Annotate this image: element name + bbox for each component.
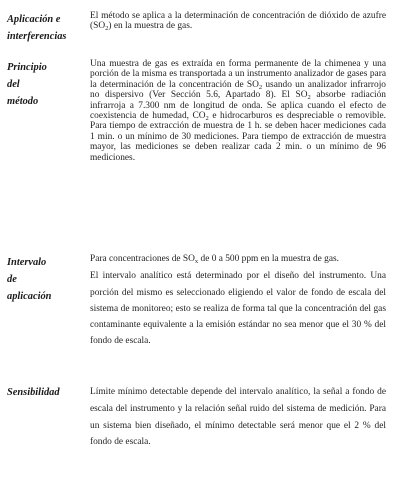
section-label-aplicacion [7, 11, 85, 45]
text-run: usando un analizador infrarrojo no dispersivo (Ver Sección 5.6, Apartado 8). El SO [90, 79, 386, 101]
section-text-aplicacion [90, 11, 386, 32]
section-text-sensibilidad [90, 384, 386, 451]
subscript: 2 [105, 25, 109, 33]
section-label-intervalo [7, 254, 85, 305]
text-run: de 0 a 500 ppm en la muestra de gas. [198, 254, 340, 264]
text-run: absorbe radiación infrarroja a 7.300 nm de longitud de onda. Se aplica cuando el efecto de coexistencia de humedad, CO [90, 90, 386, 122]
subscript: x [194, 258, 199, 265]
label-line: interferencias [7, 31, 67, 42]
label-line: Aplicación e [7, 14, 61, 25]
label-line: del [7, 79, 20, 90]
paragraph: Límite mínimo detectable depende del intervalo analítico, la señal a fondo de escala del instrumento y la relación señal ruido del sistema de medición. Para un sistema bien diseñado, el mínimo detectable será menor que el 2 % del fondo de escala. [90, 387, 386, 448]
text-run: El método se aplica a la determinación de concentración de dióxido de azufre (SO [90, 11, 386, 32]
label-line: Sensibilidad [7, 387, 60, 398]
text-run: ) en la muestra de gas. [108, 21, 193, 32]
text-run: e hidrocarburos es despreciable o removible. Para tiempo de extracción de muestra de 1 h. se deben hacer mediciones cada 1 min. o un mínimo de 30 mediciones. Para tiempo de extracción de muestra mayor, las mediciones se deben realizar cada 2 min. o un mínimo de 96 mediciones. [90, 111, 386, 163]
subscript: 2 [205, 115, 209, 123]
subscript: 2 [307, 94, 311, 102]
subscript: 2 [258, 83, 263, 91]
label-line: Intervalo [7, 257, 47, 268]
label-line: método [7, 96, 39, 107]
section-label-sensibilidad [7, 384, 85, 401]
text-run: Para concentraciones de SO [90, 254, 195, 264]
paragraph: El intervalo analítico está determinado por el diseño del instrumento. Una porción del mismo es seleccionado eligiendo el valor de fondo de escala del sistema de monitoreo; esto se realiza de forma tal que la concentración del gas contaminante equivalente a la emisión estándar no sea menor que el 30 % del fondo de escala. [90, 271, 386, 347]
label-line: de [7, 274, 17, 285]
section-label-principio [7, 59, 85, 110]
section-text-principio [90, 59, 386, 163]
section-text-intervalo [90, 254, 386, 349]
text-run: Una muestra de gas es extraída en forma permanente de la chimenea y una porción de la misma es transportada a un instrumento analizador de gases para la determinación de la concentración de SO [90, 59, 386, 90]
label-line: Principio [7, 62, 47, 73]
label-line: aplicación [7, 291, 52, 302]
